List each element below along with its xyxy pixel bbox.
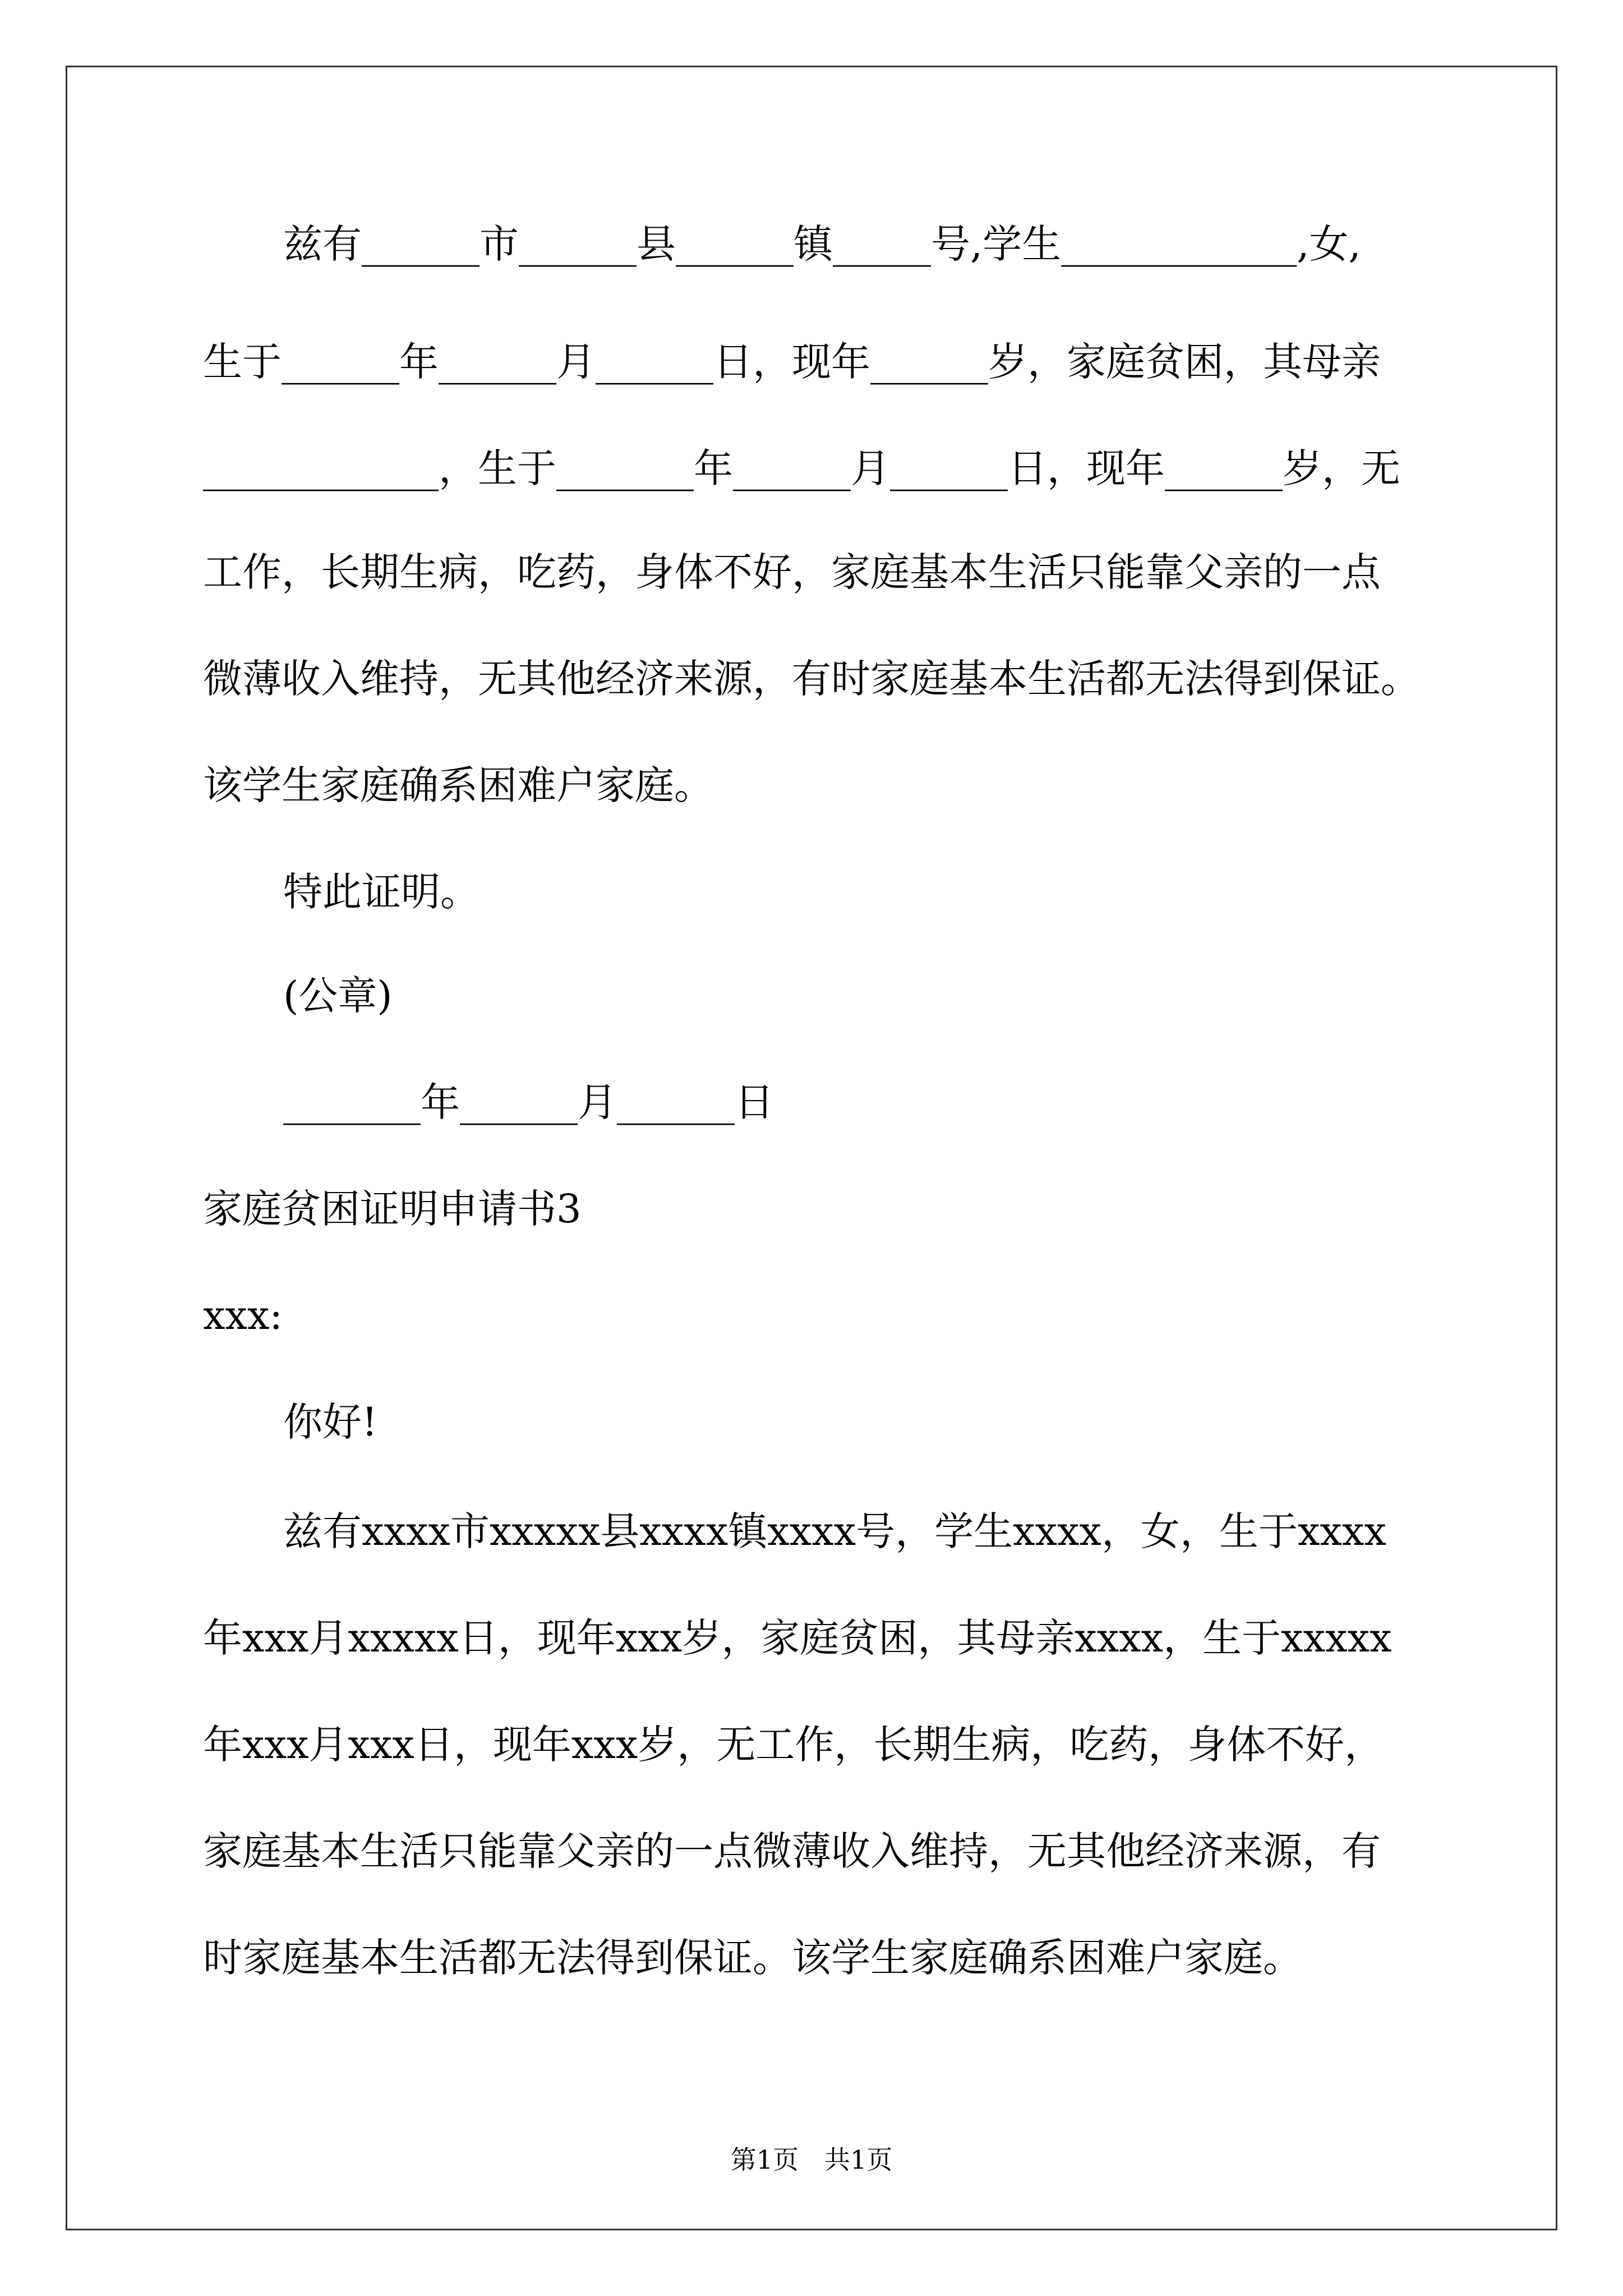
text-line: 生于______年______月______日，现年______岁，家庭贫困，其母亲 [203, 339, 1381, 385]
greeting: 你好! [283, 1399, 378, 1445]
salutation: xxx: [203, 1292, 283, 1338]
date-line: _______年______月______日 [283, 1079, 774, 1125]
text-line: 工作，长期生病，吃药，身体不好，家庭基本生活只能靠父亲的一点 [203, 549, 1381, 595]
text-line: 时家庭基本生活都无法得到保证。该学生家庭确系困难户家庭。 [203, 1935, 1302, 1981]
text-line: 特此证明。 [283, 869, 479, 915]
page-frame [66, 66, 1557, 2230]
page-number: 第1页 共1页 [730, 2145, 893, 2175]
text-line: 年xxx月xxxxx日，现年xxx岁，家庭贫困，其母亲xxxx，生于xxxxx [203, 1615, 1392, 1661]
text-line: 年xxx月xxx日，现年xxx岁，无工作，长期生病，吃药，身体不好， [203, 1722, 1384, 1768]
text-line: 兹有______市______县______镇_____号,学生____________,女, [283, 221, 1361, 267]
text-line: ____________，生于_______年______月______日，现年______岁，无 [203, 445, 1400, 491]
text-line: 微薄收入维持，无其他经济来源，有时家庭基本生活都无法得到保证。 [203, 656, 1420, 702]
text-line: 兹有xxxx市xxxxx县xxxx镇xxxx号，学生xxxx，女，生于xxxx [283, 1508, 1386, 1554]
text-line: 该学生家庭确系困难户家庭。 [203, 762, 713, 808]
section-title: 家庭贫困证明申请书3 [203, 1186, 582, 1232]
text-line: 家庭基本生活只能靠父亲的一点微薄收入维持，无其他经济来源，有 [203, 1828, 1381, 1874]
seal-label: (公章) [283, 973, 393, 1019]
